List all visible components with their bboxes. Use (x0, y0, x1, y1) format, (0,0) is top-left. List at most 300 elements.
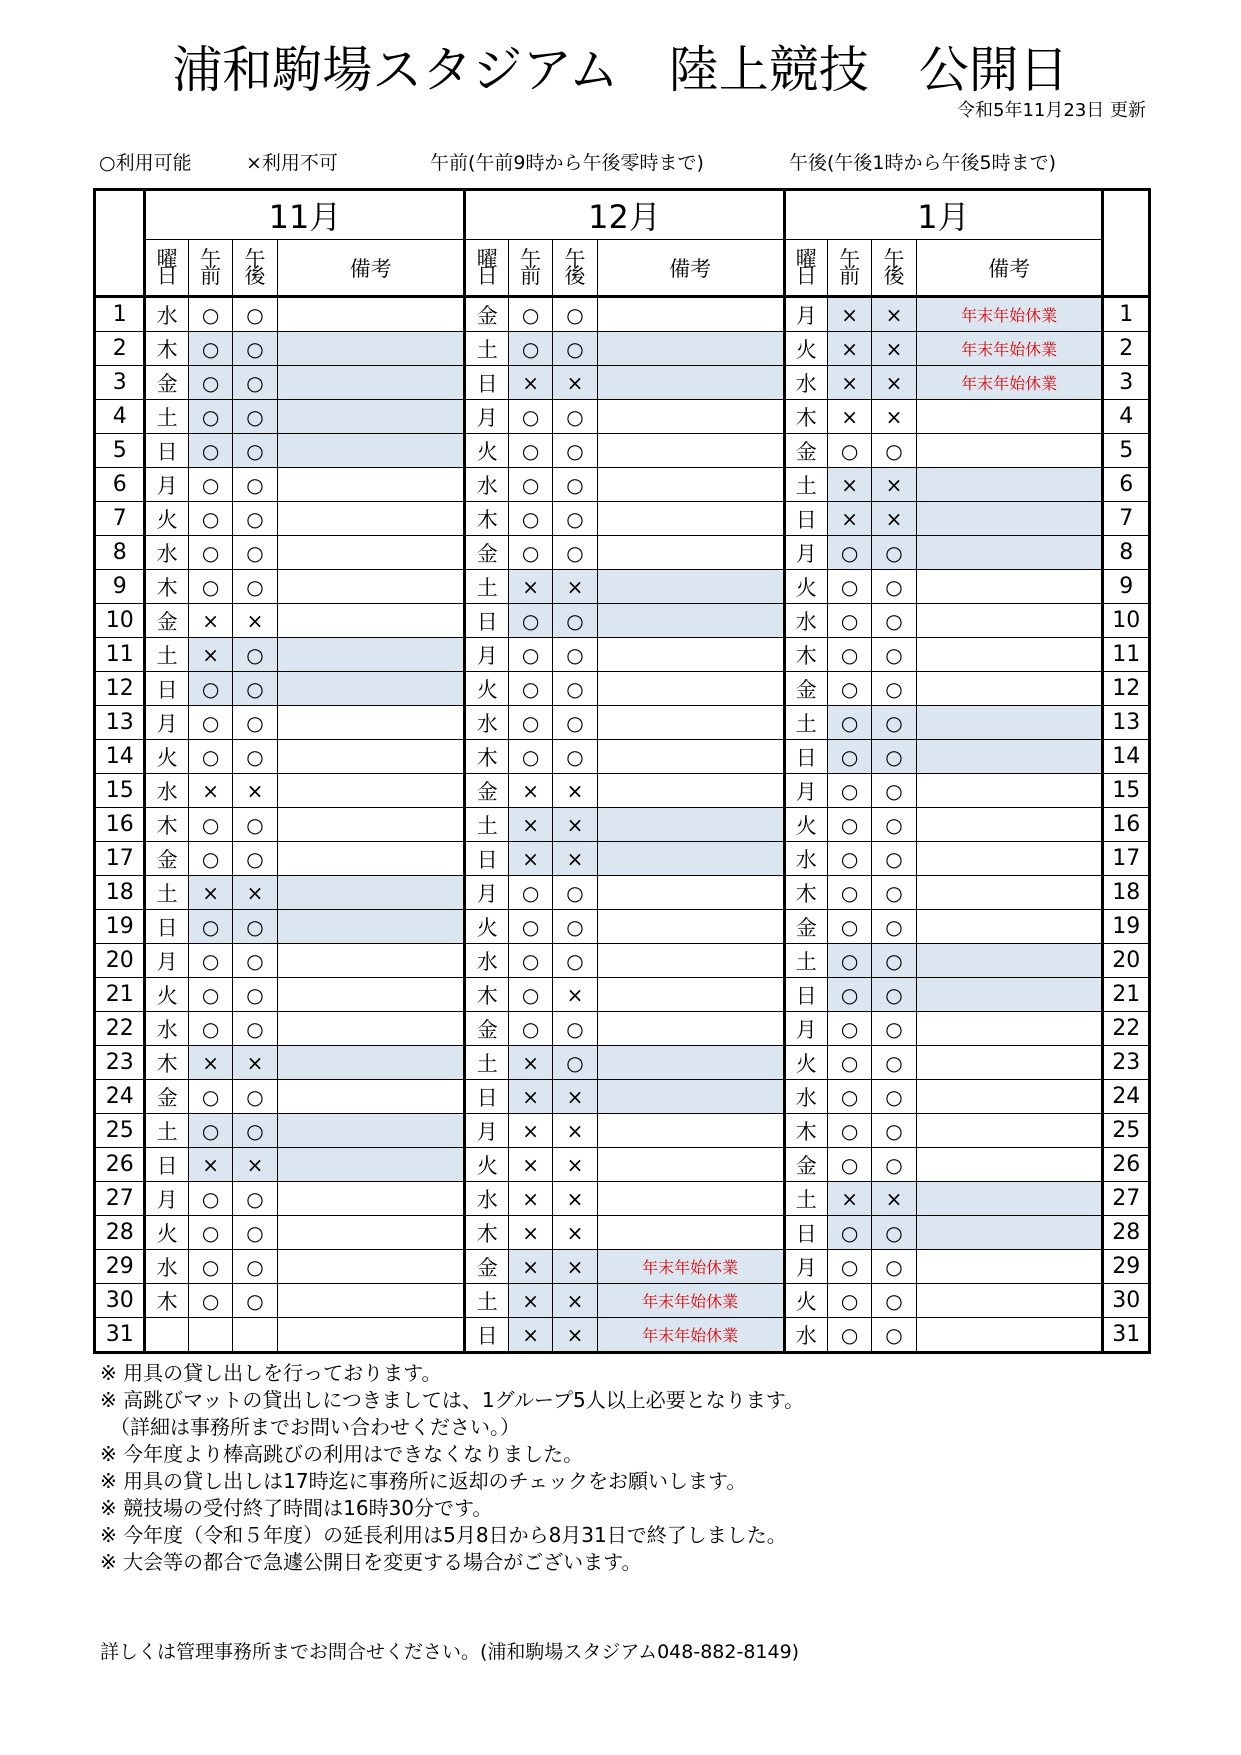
note-cell (597, 774, 784, 808)
note-item: ※ 大会等の都合で急遽公開日を変更する場合がございます。 (100, 1550, 642, 1574)
am-status: ○ (188, 1182, 232, 1216)
note-cell (277, 740, 465, 774)
table-row (95, 706, 1150, 740)
note-cell (597, 910, 784, 944)
am-status: ○ (508, 400, 552, 434)
day-number: 19 (1103, 910, 1150, 944)
am-status: ○ (508, 604, 552, 638)
pm-status: ○ (233, 536, 277, 570)
am-status: ○ (188, 1080, 232, 1114)
am-status: ○ (508, 672, 552, 706)
note-cell (916, 1114, 1103, 1148)
note-cell (916, 400, 1103, 434)
pm-status: ○ (872, 1080, 916, 1114)
note-cell (277, 536, 465, 570)
note-cell (597, 1080, 784, 1114)
table-row (95, 297, 1150, 332)
pm-status: ○ (233, 1114, 277, 1148)
am-status: ○ (188, 400, 232, 434)
pm-status: ○ (233, 740, 277, 774)
note-item: ※ 高跳びマットの貸出しにつきましては、1グループ5人以上必要となります。 (100, 1388, 805, 1412)
weekday-cell: 日 (784, 502, 827, 536)
am-status: ○ (508, 944, 552, 978)
weekday-cell: 火 (784, 570, 827, 604)
header-weekday-label: 曜日 (156, 246, 178, 288)
am-status: ○ (188, 332, 232, 366)
weekday-cell: 月 (465, 1114, 508, 1148)
weekday-cell: 水 (145, 774, 188, 808)
table-row (95, 366, 1150, 400)
weekday-cell: 土 (784, 468, 827, 502)
table-row (95, 978, 1150, 1012)
am-status: × (827, 400, 871, 434)
weekday-cell: 金 (465, 774, 508, 808)
am-status: ○ (827, 672, 871, 706)
day-number: 29 (95, 1250, 145, 1284)
am-status: ○ (188, 842, 232, 876)
note-item: ※ 用具の貸し出しを行っております。 (100, 1361, 442, 1385)
day-number: 8 (1103, 536, 1150, 570)
weekday-cell: 日 (784, 1216, 827, 1250)
weekday-cell: 金 (784, 672, 827, 706)
table-row (95, 400, 1150, 434)
am-status: ○ (508, 978, 552, 1012)
pm-status: ○ (553, 944, 597, 978)
weekday-cell: 日 (465, 1080, 508, 1114)
am-status: ○ (188, 978, 232, 1012)
header-note: 備考 (916, 240, 1103, 297)
table-row (95, 1114, 1150, 1148)
day-number: 24 (1103, 1080, 1150, 1114)
header-am (508, 240, 552, 297)
am-status: ○ (827, 1012, 871, 1046)
am-status: ○ (508, 910, 552, 944)
note-cell (916, 604, 1103, 638)
weekday-cell: 土 (145, 400, 188, 434)
note-cell (916, 1250, 1103, 1284)
header-note: 備考 (277, 240, 465, 297)
pm-status: ○ (233, 366, 277, 400)
pm-status: ○ (233, 1284, 277, 1318)
weekday-cell: 金 (465, 1012, 508, 1046)
pm-status: ○ (872, 944, 916, 978)
table-row (95, 740, 1150, 774)
table-row (95, 1148, 1150, 1182)
weekday-cell: 月 (145, 706, 188, 740)
table-row (95, 1182, 1150, 1216)
pm-status: ○ (872, 978, 916, 1012)
day-number: 16 (95, 808, 145, 842)
day-number: 25 (1103, 1114, 1150, 1148)
note-item: ※ 競技場の受付終了時間は16時30分です。 (100, 1496, 493, 1520)
header-pm (553, 240, 597, 297)
note-cell (916, 1012, 1103, 1046)
note-cell (277, 1284, 465, 1318)
weekday-cell: 金 (145, 604, 188, 638)
header-weekday-label: 曜日 (795, 246, 817, 288)
pm-status: ○ (872, 570, 916, 604)
day-number: 5 (95, 434, 145, 468)
pm-status: ○ (553, 910, 597, 944)
weekday-cell: 火 (465, 672, 508, 706)
note-cell (597, 1216, 784, 1250)
pm-status: ○ (872, 1114, 916, 1148)
note-item: ※ 今年度（令和５年度）の延長利用は5月8日から8月31日で終了しました。 (100, 1523, 787, 1547)
weekday-cell: 月 (784, 774, 827, 808)
footer-contact: 詳しくは管理事務所までお問合せください。(浦和駒場スタジアム048-882-8149) (100, 1641, 800, 1663)
note-cell (597, 400, 784, 434)
note-cell (597, 604, 784, 638)
pm-status: ○ (233, 978, 277, 1012)
pm-status: × (553, 1080, 597, 1114)
weekday-cell: 土 (465, 1284, 508, 1318)
am-status: × (508, 1046, 552, 1080)
day-number: 13 (1103, 706, 1150, 740)
am-status: × (508, 808, 552, 842)
pm-status: ○ (233, 434, 277, 468)
weekday-cell: 月 (784, 1012, 827, 1046)
day-number: 29 (1103, 1250, 1150, 1284)
am-status: × (508, 774, 552, 808)
pm-status: ○ (233, 842, 277, 876)
table-row (95, 434, 1150, 468)
pm-status: ○ (872, 1216, 916, 1250)
table-row (95, 332, 1150, 366)
weekday-cell: 金 (784, 1148, 827, 1182)
note-cell (597, 706, 784, 740)
header-pm (233, 240, 277, 297)
table-row (95, 536, 1150, 570)
note-cell (597, 1046, 784, 1080)
note-cell (277, 570, 465, 604)
day-number: 13 (95, 706, 145, 740)
weekday-cell: 火 (465, 1148, 508, 1182)
day-number: 12 (1103, 672, 1150, 706)
weekday-cell: 木 (145, 570, 188, 604)
note-cell: 年末年始休業 (597, 1284, 784, 1318)
am-status: ○ (188, 502, 232, 536)
note-cell (597, 876, 784, 910)
day-number: 10 (1103, 604, 1150, 638)
note-cell (277, 1012, 465, 1046)
pm-status: ○ (553, 297, 597, 332)
weekday-cell: 水 (784, 1318, 827, 1353)
am-status: ○ (827, 774, 871, 808)
weekday-cell: 火 (145, 1216, 188, 1250)
am-status: × (508, 1148, 552, 1182)
am-status: × (508, 1114, 552, 1148)
note-cell (597, 672, 784, 706)
day-number: 20 (95, 944, 145, 978)
table-row (95, 638, 1150, 672)
note-cell (277, 910, 465, 944)
note-cell (277, 842, 465, 876)
note-cell (597, 740, 784, 774)
am-status: × (508, 1284, 552, 1318)
legend-available: ○利用可能 (99, 152, 192, 174)
day-number: 4 (95, 400, 145, 434)
am-status: × (188, 638, 232, 672)
am-status: ○ (827, 808, 871, 842)
weekday-cell: 日 (784, 740, 827, 774)
note-cell (597, 1012, 784, 1046)
weekday-cell: 土 (465, 332, 508, 366)
calendar-table (93, 188, 1151, 1354)
pm-status: × (872, 366, 916, 400)
am-status: ○ (508, 502, 552, 536)
am-status: × (508, 1080, 552, 1114)
legend-pm: 午後(午後1時から午後5時まで) (789, 152, 1057, 174)
weekday-cell: 水 (145, 536, 188, 570)
pm-status: ○ (233, 332, 277, 366)
table-row (95, 672, 1150, 706)
pm-status: ○ (233, 944, 277, 978)
day-number: 6 (95, 468, 145, 502)
am-status: ○ (827, 1046, 871, 1080)
table-row (95, 774, 1150, 808)
weekday-cell: 水 (465, 944, 508, 978)
weekday-cell: 水 (784, 1080, 827, 1114)
note-cell (277, 808, 465, 842)
day-number: 9 (95, 570, 145, 604)
pm-status: ○ (233, 808, 277, 842)
am-status: ○ (827, 842, 871, 876)
pm-status: × (872, 1182, 916, 1216)
am-status: ○ (827, 910, 871, 944)
note-cell (916, 944, 1103, 978)
header-pm-label: 午後 (883, 246, 905, 288)
weekday-cell: 月 (465, 638, 508, 672)
table-row (95, 842, 1150, 876)
weekday-cell: 木 (784, 876, 827, 910)
weekday-cell: 月 (465, 400, 508, 434)
weekday-cell: 日 (145, 910, 188, 944)
pm-status: ○ (872, 876, 916, 910)
am-status: ○ (508, 297, 552, 332)
am-status: × (508, 1182, 552, 1216)
pm-status: × (872, 468, 916, 502)
weekday-cell: 木 (145, 332, 188, 366)
weekday-cell: 水 (784, 366, 827, 400)
pm-status: × (233, 1046, 277, 1080)
note-cell: 年末年始休業 (916, 366, 1103, 400)
pm-status: × (233, 1148, 277, 1182)
am-status: ○ (827, 1080, 871, 1114)
day-number: 31 (1103, 1318, 1150, 1353)
pm-status: ○ (553, 1012, 597, 1046)
am-status: ○ (827, 536, 871, 570)
weekday-cell: 金 (784, 434, 827, 468)
note-cell (597, 808, 784, 842)
note-cell (597, 468, 784, 502)
am-status: × (827, 297, 871, 332)
day-number: 4 (1103, 400, 1150, 434)
weekday-cell: 金 (145, 366, 188, 400)
pm-status: ○ (233, 1250, 277, 1284)
note-cell (277, 332, 465, 366)
pm-status: ○ (872, 434, 916, 468)
note-cell: 年末年始休業 (916, 297, 1103, 332)
pm-status: ○ (872, 536, 916, 570)
weekday-cell: 木 (145, 1284, 188, 1318)
header-note: 備考 (597, 240, 784, 297)
table-row (95, 944, 1150, 978)
note-cell (597, 1148, 784, 1182)
am-status: ○ (827, 944, 871, 978)
day-number: 30 (95, 1284, 145, 1318)
pm-status: × (872, 332, 916, 366)
pm-status: ○ (553, 706, 597, 740)
pm-status: ○ (233, 1216, 277, 1250)
day-number: 12 (95, 672, 145, 706)
weekday-cell: 月 (784, 536, 827, 570)
am-status: ○ (188, 740, 232, 774)
table-row (95, 1216, 1150, 1250)
table-row (95, 910, 1150, 944)
am-status: × (188, 774, 232, 808)
note-cell (597, 638, 784, 672)
weekday-cell: 木 (465, 978, 508, 1012)
note-cell (597, 366, 784, 400)
weekday-cell: 金 (145, 1080, 188, 1114)
weekday-cell: 水 (465, 1182, 508, 1216)
am-status: × (508, 570, 552, 604)
am-status: ○ (827, 638, 871, 672)
note-cell (277, 1318, 465, 1353)
am-status: ○ (188, 1250, 232, 1284)
note-cell (916, 1216, 1103, 1250)
pm-status: ○ (553, 468, 597, 502)
corner-cell (95, 190, 145, 297)
am-status: ○ (508, 876, 552, 910)
weekday-cell: 土 (784, 1182, 827, 1216)
pm-status: ○ (233, 638, 277, 672)
am-status: × (508, 842, 552, 876)
header-am-label: 午前 (520, 246, 542, 288)
weekday-cell: 土 (465, 1046, 508, 1080)
note-cell (597, 978, 784, 1012)
am-status: ○ (508, 638, 552, 672)
table-row (95, 1250, 1150, 1284)
day-number: 7 (95, 502, 145, 536)
pm-status: ○ (233, 570, 277, 604)
note-cell (277, 978, 465, 1012)
weekday-cell: 木 (465, 740, 508, 774)
pm-status: ○ (872, 1012, 916, 1046)
weekday-cell: 土 (145, 876, 188, 910)
pm-status: ○ (553, 740, 597, 774)
day-number: 7 (1103, 502, 1150, 536)
pm-status: × (233, 604, 277, 638)
header-am (188, 240, 232, 297)
pm-status: ○ (872, 842, 916, 876)
weekday-cell: 火 (145, 740, 188, 774)
pm-status: ○ (553, 604, 597, 638)
corner-cell (1103, 190, 1150, 297)
day-number: 26 (95, 1148, 145, 1182)
day-number: 15 (1103, 774, 1150, 808)
weekday-cell: 月 (784, 297, 827, 332)
am-status: ○ (188, 570, 232, 604)
weekday-cell: 金 (145, 842, 188, 876)
day-number: 26 (1103, 1148, 1150, 1182)
weekday-cell: 水 (145, 1012, 188, 1046)
pm-status: ○ (233, 400, 277, 434)
table-row (95, 1046, 1150, 1080)
weekday-cell: 木 (784, 400, 827, 434)
weekday-cell: 土 (465, 570, 508, 604)
weekday-cell: 火 (784, 1284, 827, 1318)
legend-unavailable: ×利用不可 (246, 152, 338, 174)
header-weekday (465, 240, 508, 297)
weekday-cell: 火 (465, 910, 508, 944)
am-status: ○ (508, 332, 552, 366)
day-number: 17 (95, 842, 145, 876)
day-number: 1 (1103, 297, 1150, 332)
am-status: ○ (188, 706, 232, 740)
pm-status: × (553, 774, 597, 808)
note-cell (277, 672, 465, 706)
note-cell (277, 468, 465, 502)
pm-status: ○ (233, 502, 277, 536)
pm-status: ○ (872, 910, 916, 944)
header-weekday (784, 240, 827, 297)
note-cell (277, 1182, 465, 1216)
note-cell (916, 502, 1103, 536)
header-am-label: 午前 (200, 246, 222, 288)
pm-status: ○ (553, 876, 597, 910)
day-number: 19 (95, 910, 145, 944)
note-cell (916, 842, 1103, 876)
am-status: ○ (827, 1250, 871, 1284)
note-cell (597, 842, 784, 876)
pm-status: × (553, 1318, 597, 1353)
weekday-cell: 土 (784, 944, 827, 978)
day-number: 21 (1103, 978, 1150, 1012)
weekday-cell: 金 (465, 297, 508, 332)
am-status: ○ (508, 434, 552, 468)
day-number: 11 (95, 638, 145, 672)
day-number: 27 (1103, 1182, 1150, 1216)
weekday-cell: 金 (465, 536, 508, 570)
am-status: ○ (188, 910, 232, 944)
day-number: 16 (1103, 808, 1150, 842)
note-cell (277, 706, 465, 740)
pm-status: ○ (872, 1284, 916, 1318)
note-item: ※ 今年度より棒高跳びの利用はできなくなりました。 (100, 1442, 584, 1466)
pm-status: ○ (872, 1318, 916, 1353)
day-number: 23 (95, 1046, 145, 1080)
am-status: ○ (188, 672, 232, 706)
table-row (95, 1012, 1150, 1046)
day-number: 17 (1103, 842, 1150, 876)
am-status: × (827, 366, 871, 400)
weekday-cell: 火 (145, 502, 188, 536)
weekday-cell: 木 (145, 1046, 188, 1080)
note-cell (916, 876, 1103, 910)
pm-status: ○ (553, 672, 597, 706)
table-row (95, 1318, 1150, 1353)
pm-status: × (553, 366, 597, 400)
table-row (95, 604, 1150, 638)
pm-status: × (553, 1148, 597, 1182)
weekday-cell: 火 (784, 332, 827, 366)
note-cell (597, 536, 784, 570)
note-cell (597, 297, 784, 332)
weekday-cell: 金 (784, 910, 827, 944)
header-pm-label: 午後 (244, 246, 266, 288)
am-status: × (508, 1216, 552, 1250)
